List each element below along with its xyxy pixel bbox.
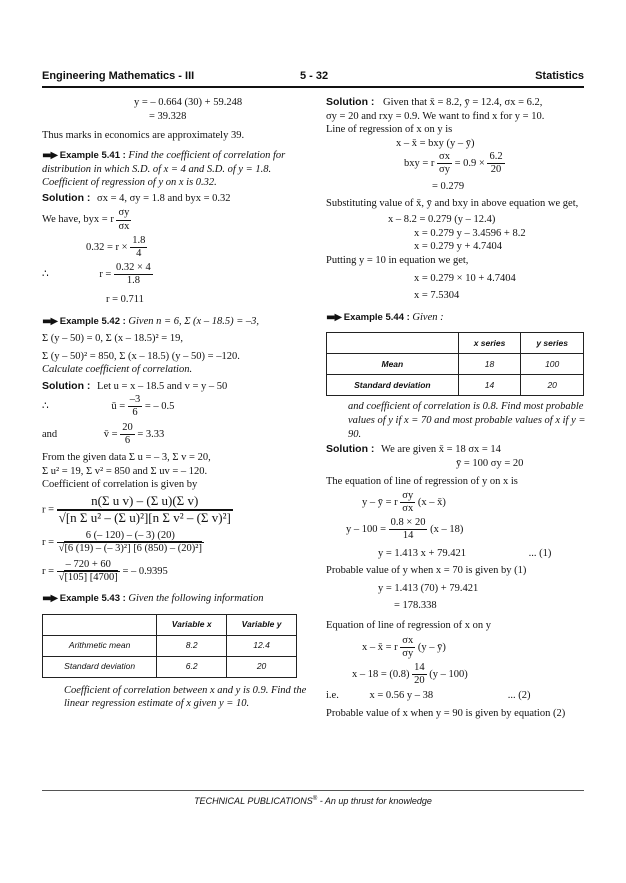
equation-line: We have, byx = r — [42, 214, 114, 226]
footer-rule — [42, 790, 584, 791]
equation-line: y = 1.413 (70) + 79.421 — [378, 582, 479, 594]
equation-line: x – x̄ = bxy (y – ȳ) — [396, 137, 475, 149]
equation-line: x – 18 = (0.8) — [352, 668, 410, 680]
left-column — [42, 96, 310, 711]
fraction: $\frac{20}{6}$ — [122, 421, 133, 446]
solution-label: Solution : — [326, 443, 375, 456]
paragraph: Putting y = 10 in equation we get, — [326, 254, 469, 266]
equation-line: bxy = r — [404, 157, 435, 169]
fraction: $\frac{6 (- 120) - (- 3) (20)}{\text{√[6 (19) – (– 3)²] [6 (850) – (20)²]}}$ — [58, 529, 202, 554]
data-table — [326, 332, 584, 396]
paragraph: From the given data Σ u = – 3, Σ v = 20, — [42, 451, 211, 463]
fraction: $\frac{\sigma y}{\sigma x}$ — [402, 490, 414, 515]
equation-line: x = 7.5304 — [414, 290, 460, 302]
page-footer — [0, 796, 626, 806]
example-text: Σ (y – 50)² = 850, Σ (x – 18.5) (y – 50) = –120. — [42, 350, 240, 362]
fraction: $\frac{-3}{6}$ — [129, 393, 141, 418]
example-5-41 — [42, 149, 310, 190]
equation-line: = – 0.5 — [144, 400, 175, 412]
right-column — [326, 96, 588, 720]
equation-line: ū = — [111, 400, 126, 412]
equation-line: = 39.328 — [149, 110, 187, 122]
word-and: and — [42, 428, 58, 440]
example-text: Calculate coefficient of correlation. — [42, 364, 193, 376]
example-5-43 — [42, 592, 310, 711]
equation-line: = 0.279 — [432, 180, 465, 192]
header-book-title: Engineering Mathematics - III — [42, 70, 195, 82]
equation-line: r = 0.711 — [106, 293, 144, 305]
table-row: Standard deviation 6.2 20 — [43, 656, 297, 677]
equation-line: y = 1.413 x + 79.421 — [378, 547, 466, 559]
equation-number: ... (1) — [528, 547, 552, 559]
example-label: Example 5.43 : — [59, 593, 126, 604]
therefore-symbol: ∴ — [42, 400, 49, 412]
paragraph: Probable value of y when x = 70 is given by (1) — [326, 565, 527, 577]
data-table — [42, 614, 297, 678]
equation-line: x = 0.56 y – 38 — [369, 690, 434, 701]
example-text: Coefficient of correlation between x and y is 0.9. Find the linear regression estimate of x given y = 10. — [64, 684, 307, 710]
equation-line: x = 0.279 y – 3.4596 + 8.2 — [414, 227, 526, 239]
paragraph: σy = 20 and rxy = 0.9. We want to find x for y = 10. — [326, 110, 545, 122]
table-header-row: x series y series — [327, 333, 584, 354]
equation-line: σx = 4, σy = 1.8 and byx = 0.32 — [97, 192, 231, 204]
fraction: $\frac{\sigma y}{\sigma x}$ — [118, 207, 130, 232]
example-label: Example 5.44 : — [343, 311, 410, 323]
fraction: $\frac{6.2}{20}$ — [489, 150, 503, 175]
fraction: $\frac{0.32 \times 4}{1.8}$ — [115, 261, 151, 286]
example-arrow-icon: ▬▶ — [42, 149, 58, 161]
equation-line: y – 100 = — [346, 524, 387, 536]
example-5-44 — [326, 311, 588, 442]
fraction: $\frac{1.8}{4}$ — [132, 234, 146, 259]
example-arrow-icon: ▬▶ — [326, 311, 342, 323]
example-text: and coefficient of correlation is 0.8. Find most probable values of y if x = 70 and most probable values of x if y = 90. — [348, 401, 586, 440]
footer-publisher: TECHNICAL PUBLICATIONS — [194, 796, 313, 806]
table-row: Arithmetic mean 8.2 12.4 — [43, 635, 297, 656]
paragraph: Σ u² = 19, Σ v² = 850 and Σ uv = – 120. — [42, 465, 208, 477]
equation-line: ȳ = 100 σy = 20 — [456, 458, 524, 470]
equation-line: v̄ = — [103, 428, 118, 440]
equation-line: r = — [42, 565, 55, 577]
paragraph: Substituting value of x̄, ȳ and bxy in above equation we get, — [326, 198, 579, 210]
table-row: Mean 18 100 — [327, 354, 584, 375]
equation-line: (y – 100) — [429, 668, 468, 680]
fraction: $\frac{0.8 \times 20}{14}$ — [390, 517, 426, 542]
header-chapter: Statistics — [535, 70, 584, 82]
correlation-formula: $\frac{\text{n(Σ u v) – (Σ u)(Σ v)}}{\text{√[n Σ u² – (Σ u)²][n Σ v² – (Σ v)²]}}$ — [58, 492, 231, 525]
example-arrow-icon: ▬▶ — [42, 315, 58, 327]
equation-line: Let u = x – 18.5 and v = y – 50 — [97, 381, 228, 393]
example-text: Given : — [412, 311, 444, 323]
equation-line: Given that x̄ = 8.2, ȳ = 12.4, σx = 6.2, — [383, 97, 543, 108]
equation-line: (y – ȳ) — [417, 641, 446, 653]
example-arrow-icon: ▬▶ — [42, 593, 58, 604]
equation-line: (x – 18) — [430, 524, 464, 536]
paragraph: Probable value of x when y = 90 is given by equation (2) — [326, 707, 566, 719]
running-header — [42, 70, 584, 86]
equation-line: r = — [42, 504, 55, 516]
paragraph: The equation of line of regression of y on x is — [326, 475, 518, 487]
equation-line: = 0.9 × — [454, 157, 485, 169]
header-rule — [42, 86, 584, 88]
paragraph: Coefficient of correlation is given by — [42, 479, 198, 491]
paragraph: Thus marks in economics are approximately 39. — [42, 130, 245, 142]
paragraph: Line of regression of x on y is — [326, 124, 453, 136]
example-text: Given n = 6, Σ (x – 18.5) = –3, — [128, 315, 260, 327]
equation-number: ... (2) — [507, 690, 531, 701]
example-label: Example 5.42 : — [59, 315, 126, 327]
fraction: $\frac{\sigma x}{\sigma y}$ — [402, 634, 414, 659]
solution-label: Solution : — [326, 96, 375, 108]
equation-line: = – 0.9395 — [122, 565, 168, 577]
solution-label: Solution : — [42, 191, 91, 204]
equation-line: (x – x̄) — [417, 497, 446, 509]
solution-label: Solution : — [42, 380, 91, 393]
header-page-number: 5 - 32 — [300, 70, 329, 82]
paragraph: Equation of line of regression of x on y — [326, 620, 492, 632]
example-text: Σ (y – 50) = 0, Σ (x – 18.5)² = 19, — [42, 333, 183, 345]
equation-line: x – 8.2 = 0.279 (y – 12.4) — [388, 213, 496, 225]
word-ie: i.e. — [326, 690, 339, 701]
therefore-symbol: ∴ — [42, 268, 49, 280]
equation-line: r = — [99, 268, 112, 280]
footer-tagline: - An up thrust for knowledge — [317, 796, 432, 806]
example-label: Example 5.41 : — [59, 149, 126, 161]
equation-line: r = — [42, 536, 55, 548]
fraction: $\frac{\sigma x}{\sigma y}$ — [439, 150, 450, 175]
registered-mark: ® — [312, 796, 318, 802]
equation-line: y = – 0.664 (30) + 59.248 — [134, 97, 243, 108]
equation-line: x – x̄ = r — [362, 641, 398, 653]
equation-line: = 178.338 — [394, 600, 437, 612]
equation-line: y – ȳ = r — [362, 497, 398, 509]
table-row: Standard deviation 14 20 — [327, 375, 584, 396]
equation-line: = 3.33 — [137, 428, 165, 440]
equation-line: We are given x̄ = 18 σx = 14 — [381, 444, 501, 456]
example-text: Find the coefficient of correlation for distribution in which S.D. of x = 4 and S.D. of y = 1.8. Coefficient of regression of y on x is 0.32. — [42, 149, 286, 189]
equation-line: 0.32 = r × — [86, 241, 128, 253]
fraction: $\frac{14}{20}$ — [414, 661, 425, 686]
example-5-42 — [42, 315, 310, 378]
equation-line: x = 0.279 y + 4.7404 — [414, 241, 502, 253]
example-text: Given the following information — [128, 593, 264, 604]
fraction: $\frac{- 720 + 60}{√[105] [4700]}$ — [58, 558, 118, 583]
equation-line: x = 0.279 × 10 + 4.7404 — [414, 272, 516, 284]
table-header-row: Variable x Variable y — [43, 614, 297, 635]
